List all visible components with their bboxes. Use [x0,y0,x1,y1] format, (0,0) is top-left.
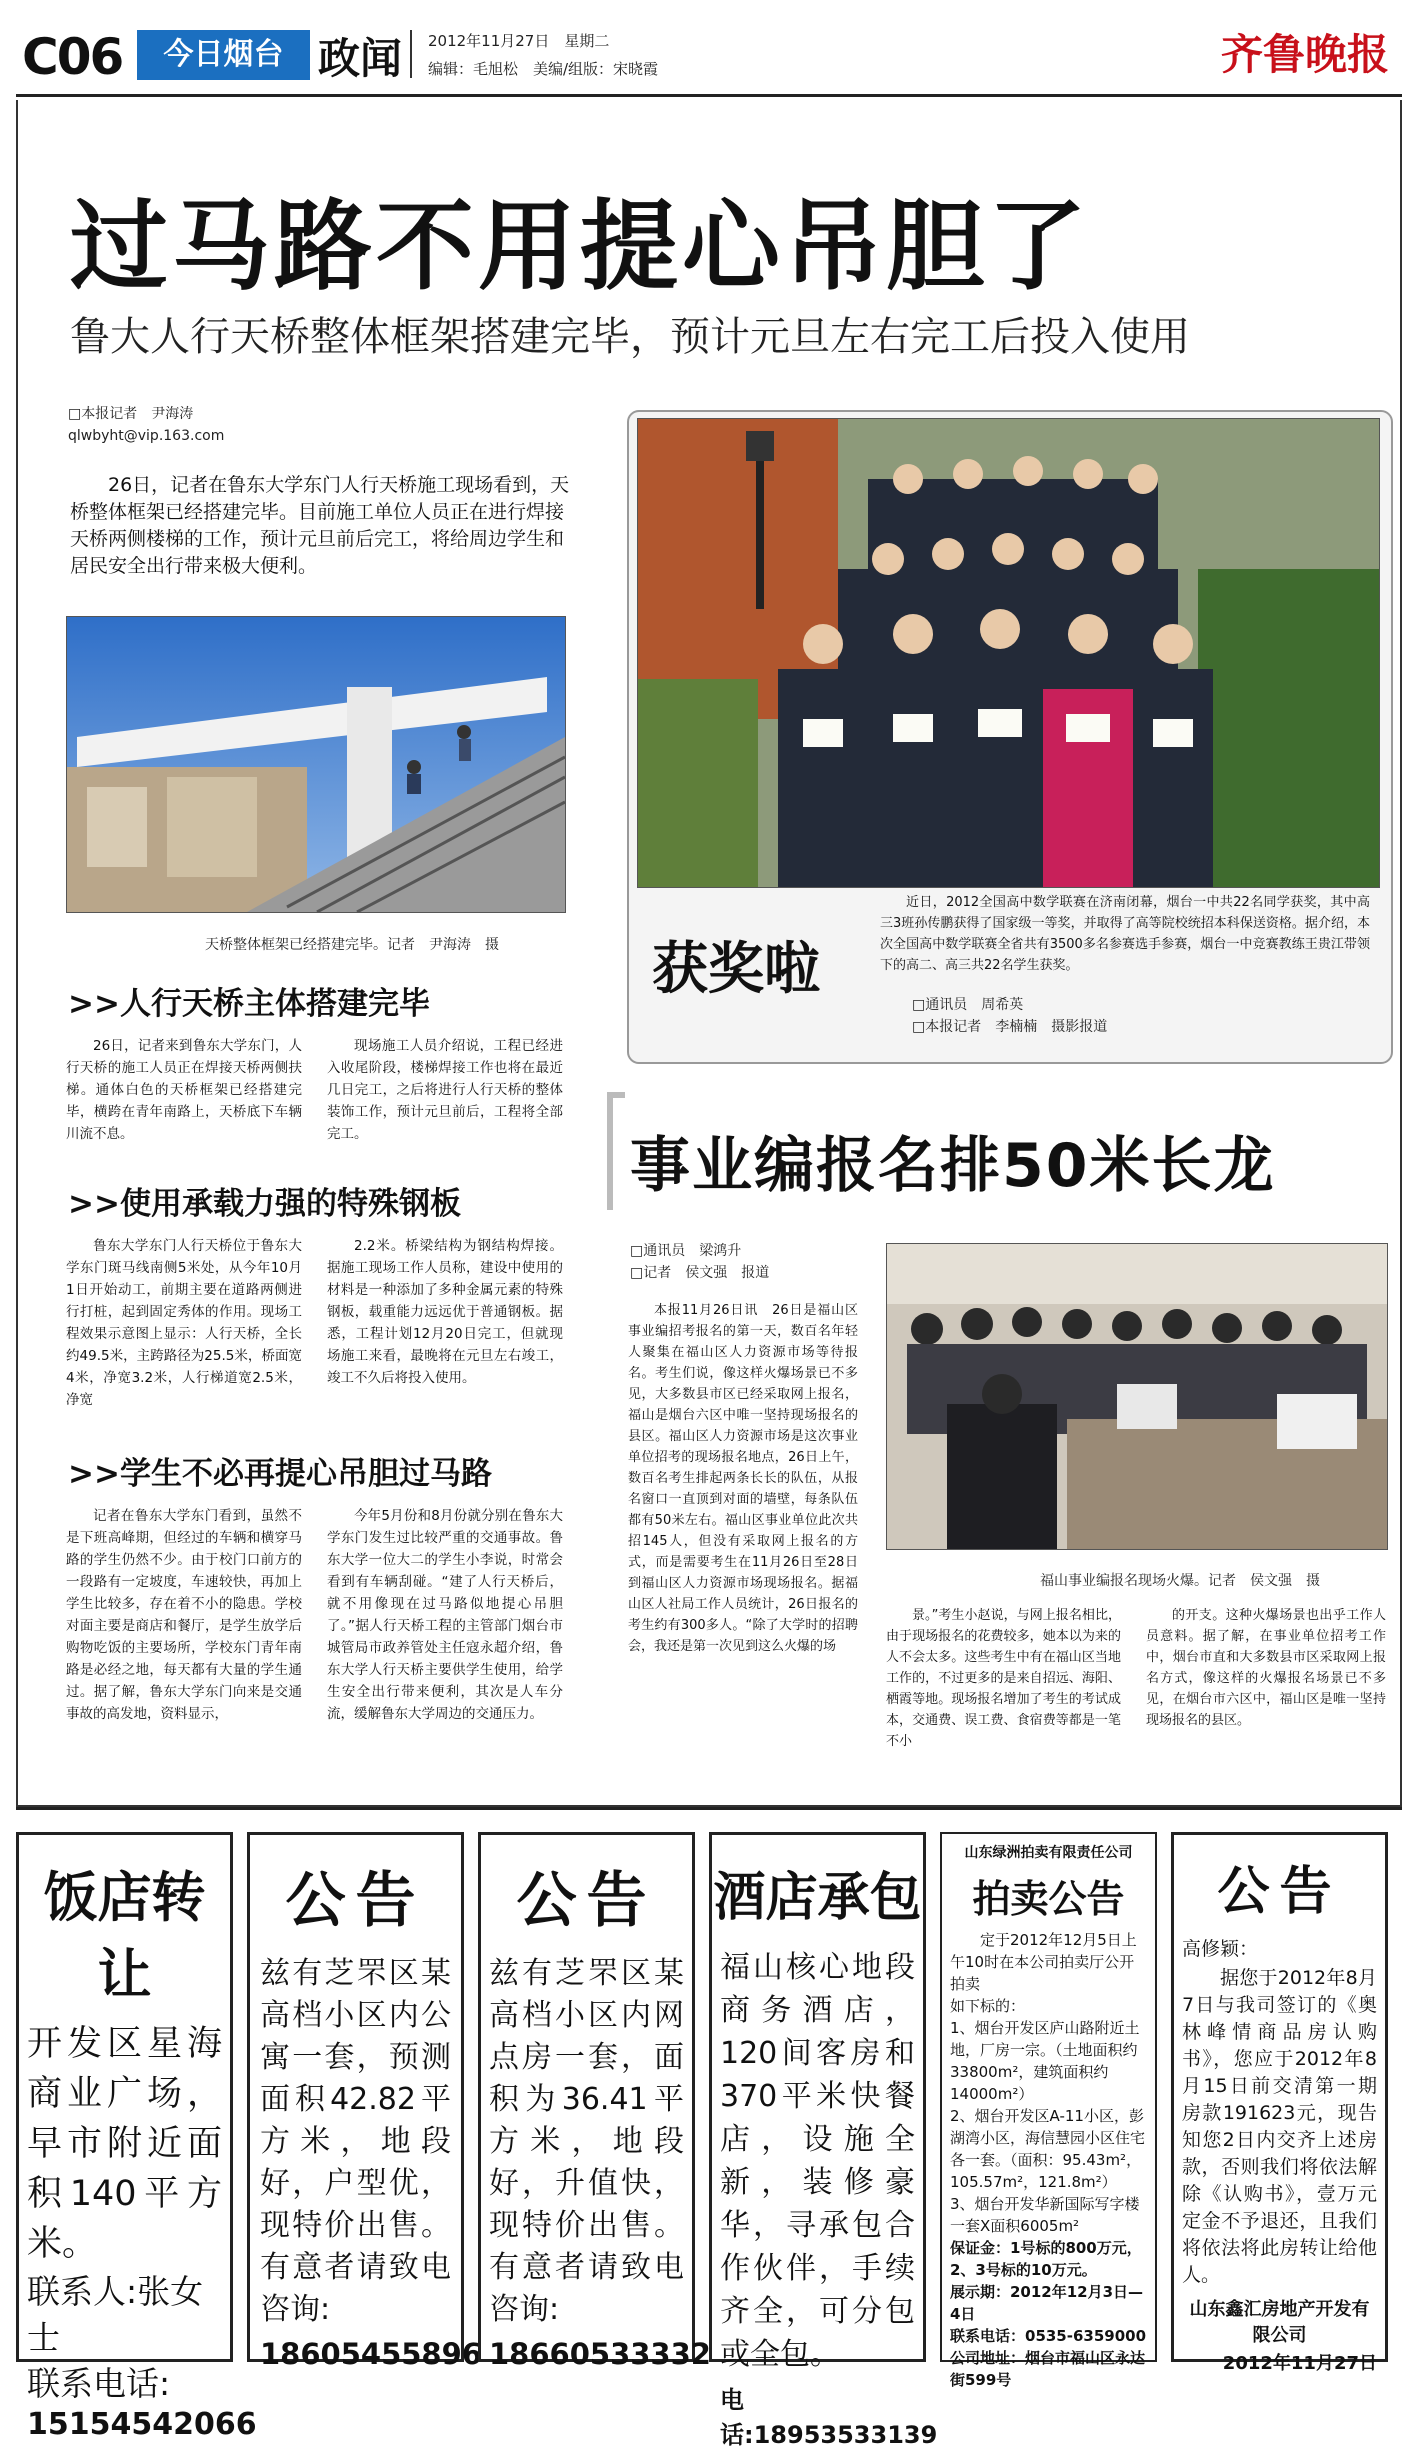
section-heading-3: >>学生不必再提心吊胆过马路 [68,1456,492,1492]
award-credit-1: □通讯员 周希英 [912,997,1024,1013]
ad-hotel-lease [709,1832,938,2449]
ad-deposit: 保证金：1号标的800万元，2、3号标的10万元。 [950,2239,1142,2279]
ad-company: 山东鑫汇房地产开发有限公司 [1189,2299,1370,2346]
queue-col-b: 的开支。这种火爆场景也出乎工作人员意料。据了解，在事业单位招考工作中，烟台市直和大多数县市区采取网上报名方式，像这样的火爆报名场景已不多见，在烟台市六区中，福山区是唯一坚持现场报名的县区。 [1146,1608,1386,1728]
registration-photo-caption: 福山事业编报名现场火爆。记者 侯文强 摄 [1040,1573,1320,1589]
ad-phone: 18605455896 [260,2337,482,2371]
section-2-col2: 2.2米。桥梁结构为钢结构焊接。据施工现场工作人员称，建设中使用的材料是一种添加了多种金属元素的特殊钢板，载重能力远远优于普通钢板。据悉，工程计划12月20日完工，但就现场施工来看，最晚将在元旦左右竣工，竣工不久后将投入使用。 [327,1238,563,1386]
ad-phone: 电话:18953533139 [720,2386,938,2449]
issue-date: 2012年11月27日 星期二 [428,32,610,50]
section-3-col2: 今年5月份和8月份就分别在鲁东大学东门发生过比较严重的交通事故。鲁东大学一位大二的学生小李说，时常会看到有车辆刮碰。“建了人行天桥后，就不用像现在过马路似地提心吊胆了。”据人行天桥工程的主管部门烟台市城管局市政养管处主任寇永超介绍，鲁东大学人行天桥主要供学生使用，给学生安全出行带来便利，其次是人车分流，缓解鲁东大学周边的交通压力。 [327,1508,563,1722]
ad-notice-shop [478,1832,711,2371]
main-subhead: 鲁大人行天桥整体框架搭建完毕，预计元旦左右完工后投入使用 [70,314,1190,360]
bridge-photo [66,616,566,913]
ad-address: 公司地址：烟台市福山区永达街599号 [950,2349,1146,2389]
award-headline: 获奖啦 [652,937,820,1002]
queue-col-a: 景。”考生小赵说，与网上报名相比，由于现场报名的花费较多，她本以为来的人不会太多。这些考生中有在福山区当地工作的，不过更多的是来自招远、海阳、栖霞等地。现场报名增加了考生的考试成本，交通费、误工费、食宿费等都是一笔不小 [886,1608,1121,1749]
reporter-email: qlwbyht@vip.163.com [68,428,225,444]
ad-notice-apartment [247,1832,482,2371]
ad-title: 拍卖公告 [972,1877,1125,1921]
ad-rule [16,1807,1402,1810]
section-3-col1: 记者在鲁东大学东门看到，虽然不是下班高峰期，但经过的车辆和横穿马路的学生仍然不少。由于校门口前方的一段路有一定坡度，车速较快，再加上学生比较多，存在着不小的隐患。学校对面主要是商店和餐厅，是学生放学后购物吃饭的主要场所，学校东门青年南路是必经之地，每天都有大量的学生通过。据了解，鲁东大学东门向来是交通事故的高发地，资料显示， [66,1508,302,1722]
section-1-col2: 现场施工人员介绍说，工程已经进入收尾阶段，楼梯焊接工作也将在最近几日完工，之后将进行人行天桥的整体装饰工作，预计元旦前后，工程将全部完工。 [327,1038,563,1142]
ad-show-period: 展示期：2012年12月3日—4日 [950,2283,1144,2323]
ad-date: 2012年11月27日 [1222,2353,1377,2374]
main-headline: 过马路不用提心吊胆了 [70,190,1091,304]
ad-title: 公告 [285,1866,426,1936]
header-rule [16,94,1402,97]
award-text: 近日，2012全国高中数学联赛在济南闭幕，烟台一中共22名同学获奖，其中高三3班孙传鹏获得了国家级一等奖，并取得了高等院校统招本科保送资格。据介绍，本次全国高中数学联赛全省共有3500多名参赛选手参赛，烟台一中竞赛教练王贵江带领下的高二、高三共22名学生获奖。 [880,895,1370,973]
ad-title: 饭店转让 [43,1866,206,2006]
ad-restaurant-transfer [16,1832,257,2442]
ad-body: 据您于2012年8月7日与我司签订的《奥林峰情商品房认购书》，您应于2012年8月15日前交清第一期房款191623元，现告知您2日内交齐上述房款，否则我们将依法解除《认购书》，壹万元定金不予退还，且我们将依法将此房转让给他人。 [1182,1967,1377,2286]
ad-body: 兹有芝罘区某高档小区内公寓一套，预测面积42.82平方米，地段好，户型优，现特价出售。有意者请致电咨询: [260,1956,451,2327]
section-2-col1: 鲁东大学东门人行天桥位于鲁东大学东门斑马线南侧5米处，从今年10月1日开始动工，前期主要在道路两侧进行打桩，起到固定秀体的作用。现场工程效果示意图上显示：人行天桥，全长约49.5米，主跨路径为25.5米，桥面宽4米，净宽3.2米，人行梯道宽2.5米，净宽 [66,1238,302,1408]
ad-item: 3、烟台开发华新国际写字楼一套X面积6005m² [950,2195,1140,2235]
main-lead: 26日，记者在鲁东大学东门人行天桥施工现场看到，天桥整体框架已经搭建完毕。目前施工单位人员正在进行焊接天桥两侧楼梯的工作，预计元旦前后完工，将给周边学生和居民安全出行带来极大便利。 [70,474,570,577]
ad-title: 公告 [516,1866,657,1936]
section-tab: 今日烟台 [137,30,310,80]
ad-auction-notice [940,1832,1157,2389]
queue-headline: 事业编报名排50米长龙 [630,1131,1276,1201]
header-divider [410,30,412,78]
section-heading-2: >>使用承载力强的特殊钢板 [68,1186,461,1222]
registration-photo [886,1243,1388,1550]
ad-company: 山东绿洲拍卖有限责任公司 [964,1845,1133,1861]
queue-col-left: 本报11月26日讯 26日是福山区事业编招考报名的第一天，数百名年轻人聚集在福山区人力资源市场等待报名。考生们说，像这样火爆场景已不多见，大多数县市区已经采取网上报名，福山是烟台六区中唯一坚持现场报名的县区。福山区人力资源市场是这次事业单位招考的现场报名地点，26日上午，数百名考生排起两条长长的队伍，从报名窗口一直顶到对面的墙壁，每条队伍都有50米左右。福山区事业单位此次共招145人，但没有采取网上报名的方式，而是需要考生在11月26日至28日到福山区人力资源市场现场报名。据福山区人社局工作人员统计，26日报名的考生约有300多人。“除了大学时的招聘会，我还是第一次见到这么火爆的场 [628,1303,858,1654]
section-1-col1: 26日，记者来到鲁东大学东门，人行天桥的施工人员正在焊接天桥两侧扶梯。通体白色的天桥框架已经搭建完毕，横跨在青年南路上，天桥底下车辆川流不息。 [66,1038,302,1142]
ad-title: 酒店承包 [713,1868,922,1928]
award-credit-2: □本报记者 李楠楠 摄影报道 [912,1019,1108,1035]
ad-phone: 15154542066 [27,2407,257,2442]
ad-body: 福山核心地段商务酒店，120间客房和370平米快餐店，设施全新，装修豪华，寻承包合作伙伴，手续齐全，可分包或全包。 [720,1950,915,2372]
bridge-photo-caption: 天桥整体框架已经搭建完毕。记者 尹海涛 摄 [205,937,499,953]
ad-items-label: 如下标的： [950,1997,1026,2015]
page-number: C06 [22,28,123,86]
ad-phone: 18660533332 [489,2337,711,2371]
ad-body: 兹有芝罘区某高档小区内网点房一套，面积为36.41平方米，地段好，升值快，现特价出售。有意者请致电咨询: [489,1956,684,2327]
ad-contact: 联系人:张女士 [27,2272,204,2357]
main-byline: □本报记者 尹海涛 [68,406,194,422]
ad-title: 公告 [1217,1862,1342,1922]
queue-byline-1: □通讯员 梁鸿升 [630,1243,742,1259]
editor-credits: 编辑：毛旭松 美编/组版：宋晓霞 [428,60,659,78]
ad-notice-realestate [1171,1832,1388,2374]
column-name: 政闻 [318,34,403,83]
ad-intro: 定于2012年12月5日上午10时在本公司拍卖厅公开拍卖 [950,1931,1137,1993]
ad-tel: 联系电话：0535-6359000 [950,2327,1147,2345]
ad-body: 开发区星海商业广场，早市附近面积140平方米。 [27,2024,222,2264]
newspaper-logo: 齐鲁晚报 [1220,30,1389,79]
ad-recipient: 高修颖： [1182,1938,1259,1960]
queue-byline-2: □记者 侯文强 报道 [630,1265,770,1281]
headline-bracket [607,1092,625,1210]
ad-item: 2、烟台开发区A-11小区，彭湖湾小区，海信慧园小区住宅各一套。（面积：95.43m²，105.57m²，121.8m²） [950,2107,1146,2191]
ad-phone-label: 联系电话: [27,2364,171,2403]
students-group-photo [637,418,1380,888]
section-heading-1: >>人行天桥主体搭建完毕 [68,986,430,1022]
ad-item: 1、烟台开发区庐山路附近土地，厂房一宗。（土地面积约33800m²，建筑面积约14000m²） [950,2019,1140,2103]
